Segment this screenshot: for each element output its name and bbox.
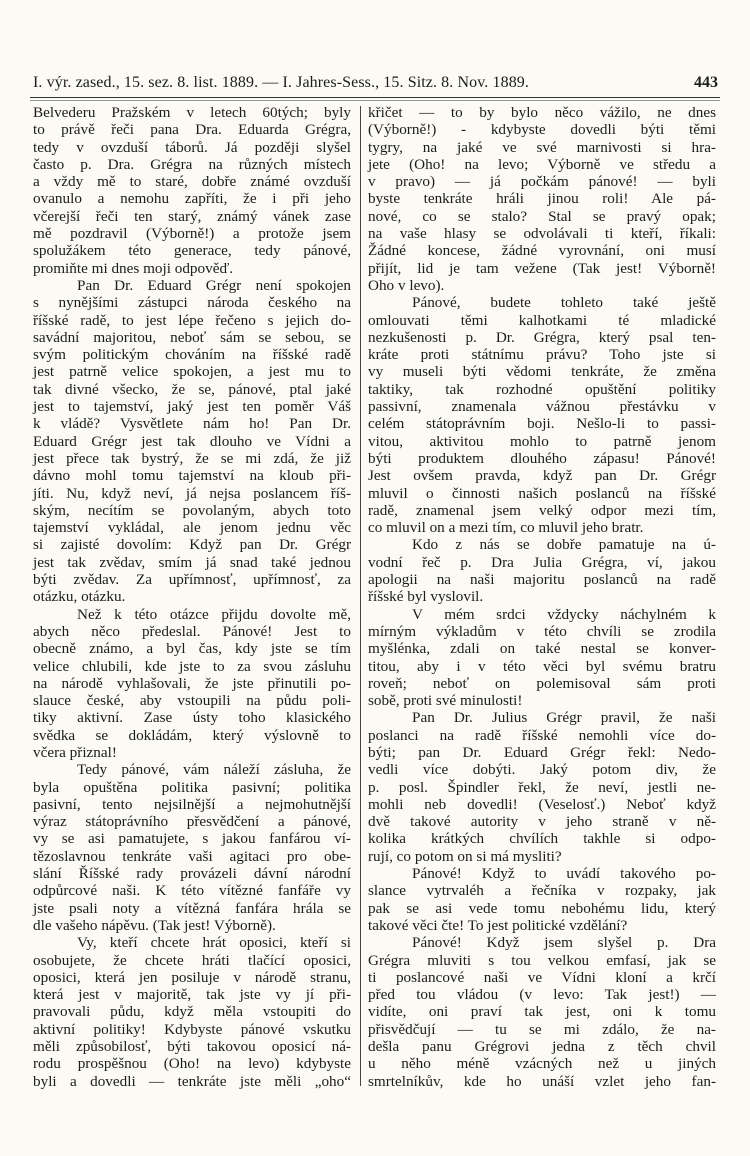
paragraph [33, 761, 351, 934]
text-line: dvě takové autority v jeho straně v ně- [368, 813, 716, 831]
text-line: byla opuštěna politika pasivní; politika [33, 778, 351, 796]
text-line: včera přiznal! [33, 743, 117, 761]
page-number: 443 [694, 74, 718, 91]
paragraph [368, 606, 716, 710]
text-line: býti; pan Dr. Eduard Grégr řekl: Nedo- [368, 743, 716, 761]
text-line: s nynějšími zástupci národa českého na [33, 294, 351, 312]
text-line: jest to tajemství, jaký jest ten poměr Váš [33, 398, 351, 416]
text-line: Belvederu Pražském v letech 60tých; byly [33, 104, 351, 121]
text-line: jest přece tak bystrý, že se mi zdá, že již [33, 449, 351, 467]
text-line: si zajisté dovolím: Když pan Dr. Grégr [33, 536, 351, 554]
text-line: nezkušenosti p. Dr. Grégra, který psal ten- [368, 328, 716, 346]
text-line: titou, aby i v této věci byl svému bratru [368, 657, 716, 675]
text-line: Vy, kteří chcete hrát oposici, kteří si [77, 934, 351, 952]
text-line: spolužákem této generace, tedy pánové, [33, 242, 351, 260]
header-rule [30, 97, 720, 98]
text-line: mluvil o činnosti našich poslanců na říšské [368, 484, 716, 502]
text-line: abych něco předeslal. Pánové! Jest to [33, 622, 351, 640]
text-line: mě pozdravil (Výborně!) a protože jsem [33, 225, 351, 243]
paragraph [33, 277, 351, 606]
text-line: jest patrně velice spokojen, a jest mu to [33, 363, 351, 381]
text-line: (Výborně!) - kdybyste dovedli býti těmi [368, 121, 716, 139]
text-line: mohli neb dovedli! (Veselosť.) Neboť když [368, 795, 716, 813]
text-line: slance vytrvaléh a řečníka v rozpaky, jak [368, 882, 716, 900]
text-line: velice chlubili, kde jste to za svou zásluhu [33, 657, 351, 675]
text-line: k vládě? Vysvětlete nám ho! Pan Dr. [33, 415, 351, 433]
text-line: poslanci na radě říšské nemohli více do- [368, 726, 716, 744]
text-line: říšské byl vyslovil. [368, 588, 484, 606]
text-line: nové, co se stalo? Stal se pravý opak; [368, 207, 716, 225]
text-line: včerejší řeči ten starý, známý vánek zase [33, 207, 351, 225]
text-line: přijít, lid je tam vežene (Tak jest! Výborně! [368, 259, 716, 277]
text-line: dávno mohl tomu tajemství na kloub při- [33, 467, 351, 485]
text-line: často p. Dra. Grégra na různých místech [33, 155, 351, 173]
text-line: tajemství vykládal, ale jenom jednu věc [33, 519, 351, 537]
text-line: mírným výkladům v této chvíli se zrodila [368, 622, 716, 640]
paragraph [33, 606, 351, 762]
text-line: a vždy mě to staré, dobře známé ovzduší [33, 173, 351, 191]
text-line: Grégra mluviti s tou velkou emfasí, jak se [368, 951, 716, 969]
text-line: takové věci čte! To jest politické vzdělání? [368, 916, 628, 934]
text-line: tedy v ovzduší táborů. Já později slyšel [33, 138, 351, 156]
text-line: Kdo z nás se dobře pamatuje na ú- [412, 536, 716, 554]
text-line: vy se asi pamatujete, s jakou fanfárou ví- [33, 830, 351, 848]
text-line: to právě řeči pana Dra. Eduarda Grégra, [33, 121, 351, 139]
text-line: Eduard Grégr jest tak dlouho ve Vídni a [33, 432, 351, 450]
text-line: celém státoprávním boji. Nešlo-li to passi- [368, 415, 716, 433]
text-line: ským, necítím se povolaným, abych toto [33, 501, 351, 519]
left-column [33, 104, 351, 1090]
text-line: roveň; neboť on polemisoval sám proti [368, 674, 716, 692]
text-line: přisvědčují — tu se mi zdálo, že na- [368, 1020, 716, 1038]
paragraph [368, 536, 716, 605]
text-line: vedli více dobýti. Jaký potom div, že [368, 761, 716, 779]
text-line: býti zvědav. Za upřímnosť, upřímnosť, za [33, 571, 351, 589]
text-line: rují, co potom on si má mysliti? [368, 847, 562, 865]
text-line: vodní řeč p. Dra Julia Grégra, ví, jakou [368, 553, 716, 571]
text-line: vitou, aktivitou mohlo to patrně jenom [368, 432, 716, 450]
text-line: odpůrcové naši. K této vítězné fanfáře vy [33, 882, 351, 900]
paragraph [368, 709, 716, 865]
text-line: vidíte, oni praví tak jest, oni k tomu [368, 1003, 716, 1021]
text-line: říšské radě, to jest lépe řečeno s jejich do- [33, 311, 351, 329]
text-line: na národě vyhlašovali, že jste přinutili po- [33, 674, 351, 692]
text-line: tak divné všecko, že se, pánové, ptal jaké [33, 380, 351, 398]
paragraph [33, 104, 351, 277]
text-line: Tedy pánové, vám náleží zásluha, že [77, 761, 351, 779]
text-line: pasivní, tento nejsilnější a nejmohutnější [33, 795, 351, 813]
text-line: smrtelníkův, kde ho unáší vzlet jeho fan- [368, 1072, 716, 1090]
text-line: Než k této otázce přijdu dovolte mě, [77, 605, 351, 623]
text-line: V mém srdci vždycky náchylném k [412, 605, 716, 623]
paragraph [368, 294, 716, 536]
text-line: dle vašeho nápěvu. (Tak jest! Výborně). [33, 916, 276, 934]
text-line: Žádné koncese, žádné vyrovnání, oni musí [368, 242, 716, 260]
text-line: slání Říšské rady provázeli dávní národní [33, 865, 351, 883]
header-title: I. výr. zased., 15. sez. 8. list. 1889. — I. Jahres-Sess., 15. Sitz. 8. Nov. 1889. [33, 74, 529, 91]
text-line: pravovali půdu, když měla vstoupiti do [33, 1003, 351, 1021]
text-line: v pravo) — já počkám pánové! — byli [368, 173, 716, 191]
text-line: Oho v levo). [368, 276, 445, 294]
text-line: Jest ovšem pravda, když pan Dr. Grégr [368, 467, 716, 485]
text-line: promiňte mi dnes moji odpověď. [33, 259, 234, 277]
text-line: ovanulo a nemohu zapříti, že i při jeho [33, 190, 351, 208]
text-line: jíti. Nu, když neví, já nejsa poslancem říš- [33, 484, 351, 502]
text-line: ti poslancové naši ve Vídni kloní a krčí [368, 968, 716, 986]
text-line: Pánové, budete tohleto také ještě [412, 294, 716, 312]
text-line: tězoslavnou tenkráte vaši agitaci pro obe- [33, 847, 351, 865]
running-header [33, 74, 718, 96]
text-line: osobujete, že chcete hráti tlačící oposici, [33, 951, 351, 969]
right-column [368, 104, 716, 1090]
text-line: dešla panu Grégrovi jedna z těch chvil [368, 1038, 716, 1056]
text-line: tygry, na jaké ve své marnivosti si hra- [368, 138, 716, 156]
text-line: p. posl. Špindler řekl, že neví, jestli ne- [368, 778, 716, 796]
text-line: aktivní politiky! Kdybyste pánové vskutku [33, 1020, 351, 1038]
text-line: taktiky, tak rozhodné opuštění politiky [368, 380, 716, 398]
text-line: Pan Dr. Julius Grégr pravil, že naši [412, 709, 716, 727]
text-line: křičet — to by bylo něco vážilo, ne dnes [368, 104, 716, 121]
column-divider [360, 106, 361, 1086]
header-rule-thin [30, 100, 720, 101]
text-line: co mluvil on a mezi tím, co mluvil jeho bratr. [368, 519, 644, 537]
text-line: apologii na naši majoritu poslanců na radě [368, 571, 716, 589]
text-line: Pánové! Když jsem slyšel p. Dra [412, 934, 716, 952]
text-line: jest tak zvědav, smím já snad také jednou [33, 553, 351, 571]
text-line: obecně známo, a byl čas, kdy jste se tím [33, 640, 351, 658]
text-line: pak se asi vede tomu nebohému lidu, který [368, 899, 716, 917]
paragraph [368, 104, 716, 294]
text-line: byste tenkráte hráli jinou roli! Ale pá- [368, 190, 716, 208]
text-line: před tou vládou (v levo: Tak jest!) — [368, 986, 716, 1004]
text-line: výraz státoprávního přesvědčení a pánové, [33, 813, 351, 831]
text-line: oposici, která jen posiluje v národě stranu, [33, 968, 351, 986]
text-line: u něho méně vzácných než u jiných [368, 1055, 716, 1073]
text-line: svědka se dokládám, který výslovně to [33, 726, 351, 744]
text-line: otázku, otázku. [33, 588, 126, 606]
text-line: sobě, proti své minulosti! [368, 692, 523, 710]
text-line: tiky aktivní. Zase ústy toho klasického [33, 709, 351, 727]
text-line: kráte proti státnímu právu? Toho jste si [368, 346, 716, 364]
text-line: savádní majoritou, neboť sám se sebou, se [33, 328, 351, 346]
text-line: svým politickým chováním na říšské radě [33, 346, 351, 364]
paragraph [368, 934, 716, 1090]
text-line: jete (Oho! na levo; Výborně ve středu a [368, 155, 716, 173]
text-line: měli způsobilosť, býti takovou oposicí ná- [33, 1038, 351, 1056]
text-line: byli a dovedli — tenkráte jste měli „oho“ [33, 1072, 351, 1090]
text-line: která jest v majoritě, tak jste vy jí při- [33, 986, 351, 1004]
text-line: radě, znamenal jsem velký odpor mezi tím, [368, 501, 716, 519]
text-line: kolika krátkých chvílích takhle si odpo- [368, 830, 716, 848]
text-line: slauce české, aby vstoupili na půdu poli- [33, 692, 351, 710]
text-line: Pánové! Když to uvádí takového po- [412, 865, 716, 883]
text-line: jste psali noty a vítězná fanfára hrála se [33, 899, 351, 917]
paragraph [368, 865, 716, 934]
text-line: býti produktem dlouhého zápasu! Pánové! [368, 449, 716, 467]
text-line: myšlénka, zdali on také nestal se konver- [368, 640, 716, 658]
text-line: passivní, znamenala vážnou přestávku v [368, 398, 716, 416]
text-line: vy museli býti vědomi tenkráte, že změna [368, 363, 716, 381]
text-line: na vaše hlasy se odvolávali ti kteří, říkali: [368, 225, 716, 243]
text-line: omlouvati těmi kalhotkami té mladické [368, 311, 716, 329]
paragraph [33, 934, 351, 1090]
text-line: rodu prospěšnou (Oho! na levo) kdybyste [33, 1055, 351, 1073]
text-line: Pan Dr. Eduard Grégr není spokojen [77, 276, 351, 294]
